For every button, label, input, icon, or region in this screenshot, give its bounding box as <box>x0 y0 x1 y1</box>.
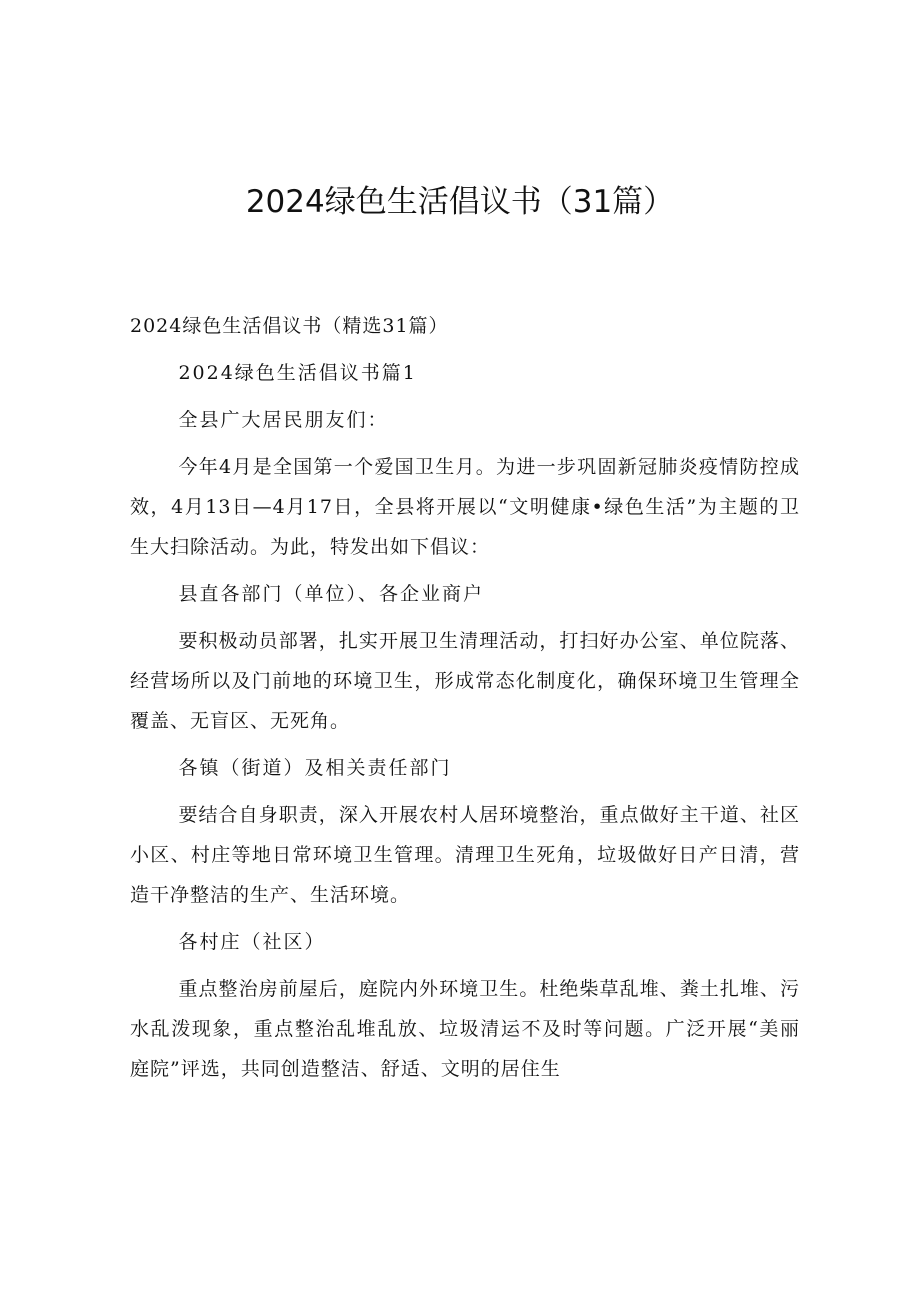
paragraph-subheading-towns: 各镇（街道）及相关责任部门 <box>178 757 452 779</box>
document-title: 2024绿色生活倡议书（31篇） <box>245 183 675 220</box>
paragraph-towns-body: 要结合自身职责，深入开展农村人居环境整治，重点做好主干道、社区小区、村庄等地日常环境卫生管理。清理卫生死角，垃圾做好日产日清，营造干净整洁的生产、生活环境。 <box>130 804 800 906</box>
document-body <box>130 306 800 1096</box>
paragraph-salutation: 全县广大居民朋友们： <box>178 409 389 431</box>
paragraph-subheading-villages: 各村庄（社区） <box>178 931 326 953</box>
paragraph-section-title: 2024绿色生活倡议书篇1 <box>178 362 417 384</box>
paragraph-collection-title: 2024绿色生活倡议书（精选31篇） <box>130 315 449 337</box>
paragraph-subheading-departments: 县直各部门（单位）、各企业商户 <box>178 583 484 605</box>
paragraph-departments-body: 要积极动员部署，扎实开展卫生清理活动，打扫好办公室、单位院落、经营场所以及门前地的环境卫生，形成常态化制度化，确保环境卫生管理全覆盖、无盲区、无死角。 <box>130 630 800 732</box>
paragraph-intro: 今年4月是全国第一个爱国卫生月。为进一步巩固新冠肺炎疫情防控成效，4月13日—4月17日，全县将开展以“文明健康•绿色生活”为主题的卫生大扫除活动。为此，特发出如下倡议： <box>130 456 800 558</box>
paragraph-villages-body: 重点整治房前屋后，庭院内外环境卫生。杜绝柴草乱堆、粪土扎堆、污水乱泼现象，重点整治乱堆乱放、垃圾清运不及时等问题。广泛开展“美丽庭院”评选，共同创造整洁、舒适、文明的居住生 <box>130 978 800 1080</box>
